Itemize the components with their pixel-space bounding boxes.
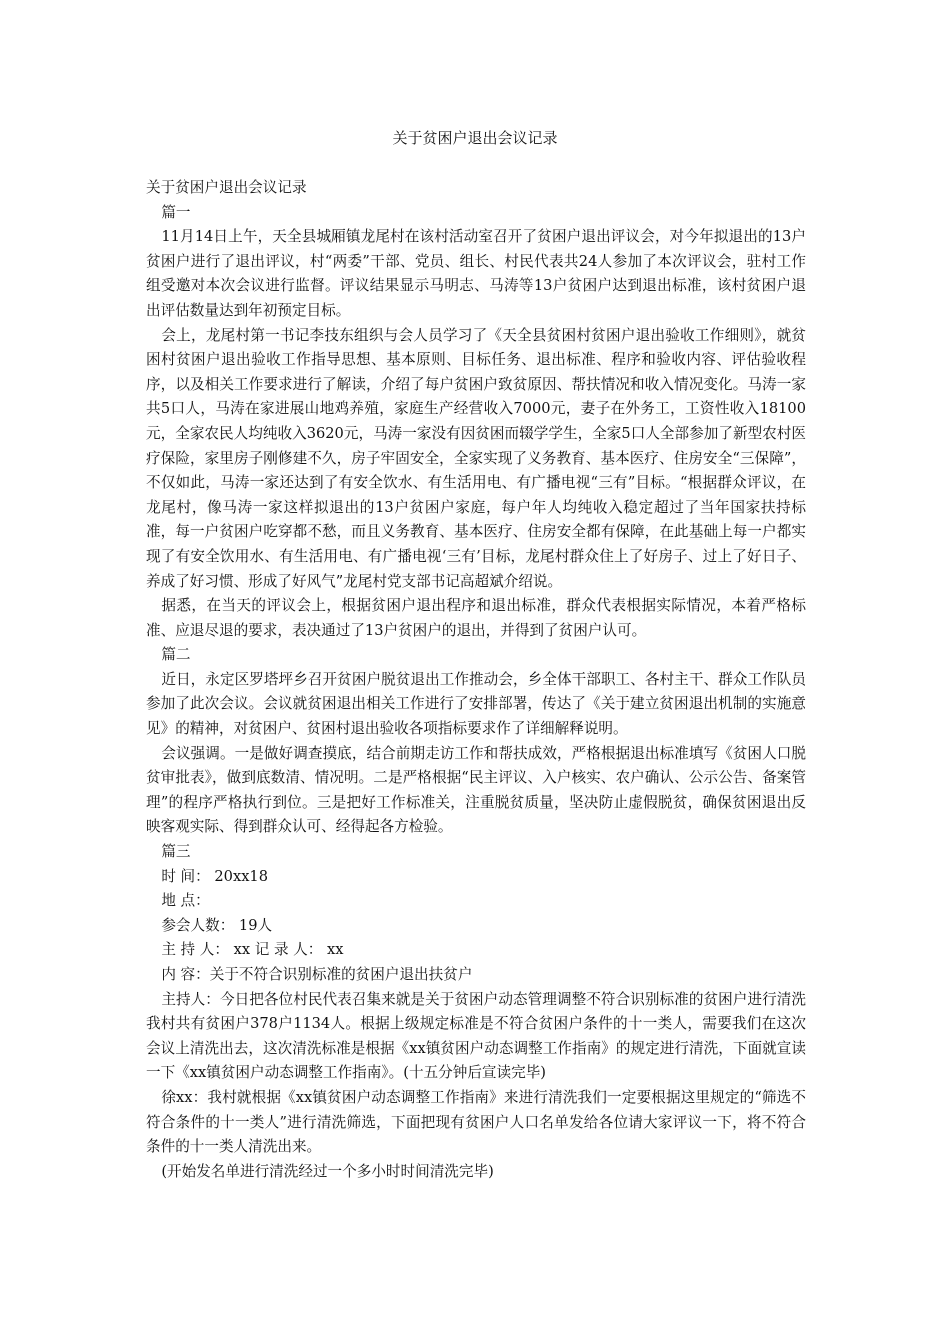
section-heading: 关于贫困户退出会议记录	[146, 179, 307, 196]
paragraph: 据悉，在当天的评议会上，根据贫困户退出程序和退出标准，群众代表根据实际情况，本着严格标准、应退尽退的要求，表决通过了13户贫困户的退出，并得到了贫困户认可。	[146, 597, 806, 639]
meeting-time: 时 间： 20xx18	[161, 867, 268, 885]
part-label-3: 篇三	[161, 843, 191, 861]
paragraph: 徐xx：我村就根据《xx镇贫困户动态调整工作指南》来进行清洗我们一定要根据这里规定的“筛选不符合条件的十一类人”进行清洗筛选，下面把现有贫困户人口名单发给各位请大家评议一下，将不符合条件的十一类人清洗出来。	[146, 1088, 806, 1156]
paragraph: 主持人：今日把各位村民代表召集来就是关于贫困户动态管理调整不符合识别标准的贫困户进行清洗我村共有贫困户378户1134人。根据上级规定标准是不符合贫困户条件的十一类人，需要我们在这次会议上清洗出去，这次清洗标准是根据《xx镇贫困户动态调整工作指南》的规定进行清洗，下面就宣读一下《xx镇贫困户动态调整工作指南》。(十五分钟后宣读完毕)	[146, 990, 806, 1082]
host-and-recorder: 主 持 人： xx 记 录 人： xx	[161, 941, 344, 959]
part-label-2: 篇二	[161, 646, 191, 664]
meeting-location: 地 点：	[161, 892, 210, 910]
part-label-1: 篇一	[161, 203, 191, 221]
paragraph: 11月14日上午，天全县城厢镇龙尾村在该村活动室召开了贫困户退出评议会，对今年拟退出的13户贫困户进行了退出评议，村“两委”干部、党员、组长、村民代表共24人参加了本次评议会，驻村工作组受邀对本次会议进行监督。评议结果显示马明志、马涛等13户贫困户达到退出标准，该村贫困户退出评估数量达到年初预定目标。	[146, 228, 806, 319]
paragraph: 会上，龙尾村第一书记李技东组织与会人员学习了《天全县贫困村贫困户退出验收工作细则》，就贫困村贫困户退出验收工作指导思想、基本原则、目标任务、退出标准、程序和验收内容、评估验收程序，以及相关工作要求进行了解读，介绍了每户贫困户致贫原因、帮扶情况和收入情况变化。马涛一家共5口人，马涛在家进展山地鸡养殖，家庭生产经营收入7000元，妻子在外务工，工资性收入18100元，全家农民人均纯收入3620元，马涛一家没有因贫困而辍学学生，全家5口人全部参加了新型农村医疗保险，家里房子刚修建不久，房子牢固安全，全家实现了义务教育、基本医疗、住房安全“三保障”，不仅如此，马涛一家还达到了有安全饮水、有生活用电、有广播电视“三有”目标。“根据群众评议，在龙尾村，像马涛一家这样拟退出的13户贫困户家庭，每户年人均纯收入稳定超过了当年国家扶持标准，每一户贫困户吃穿都不愁，而且义务教育、基本医疗、住房安全都有保障，在此基础上每一户都实现了有安全饮用水、有生活用电、有广播电视‘三有’目标，龙尾村群众住上了好房子、过上了好日子、养成了好习惯、形成了好风气”龙尾村党支部书记高超斌介绍说。	[146, 326, 806, 590]
document-title: 关于贫困户退出会议记录	[392, 129, 558, 147]
document-body	[146, 176, 806, 1184]
paragraph: 近日，永定区罗塔坪乡召开贫困户脱贫退出工作推动会，乡全体干部职工、各村主干、群众工作队员参加了此次会议。会议就贫困退出相关工作进行了安排部署，传达了《关于建立贫困退出机制的实施意见》的精神，对贫困户、贫困村退出验收各项指标要求作了详细解释说明。	[146, 670, 806, 738]
meeting-topic: 内 容：关于不符合识别标准的贫困户退出扶贫户	[161, 966, 473, 983]
paragraph: (开始发名单进行清洗经过一个多小时时间清洗完毕)	[161, 1162, 494, 1180]
attendee-count: 参会人数： 19人	[161, 916, 273, 934]
paragraph: 会议强调。一是做好调查摸底，结合前期走访工作和帮扶成效，严格根据退出标准填写《贫困人口脱贫审批表》，做到底数清、情况明。二是严格根据“民主评议、入户核实、农户确认、公示公告、备案管理”的程序严格执行到位。三是把好工作标准关，注重脱贫质量，坚决防止虚假脱贫，确保贫困退出反映客观实际、得到群众认可、经得起各方检验。	[146, 744, 806, 836]
